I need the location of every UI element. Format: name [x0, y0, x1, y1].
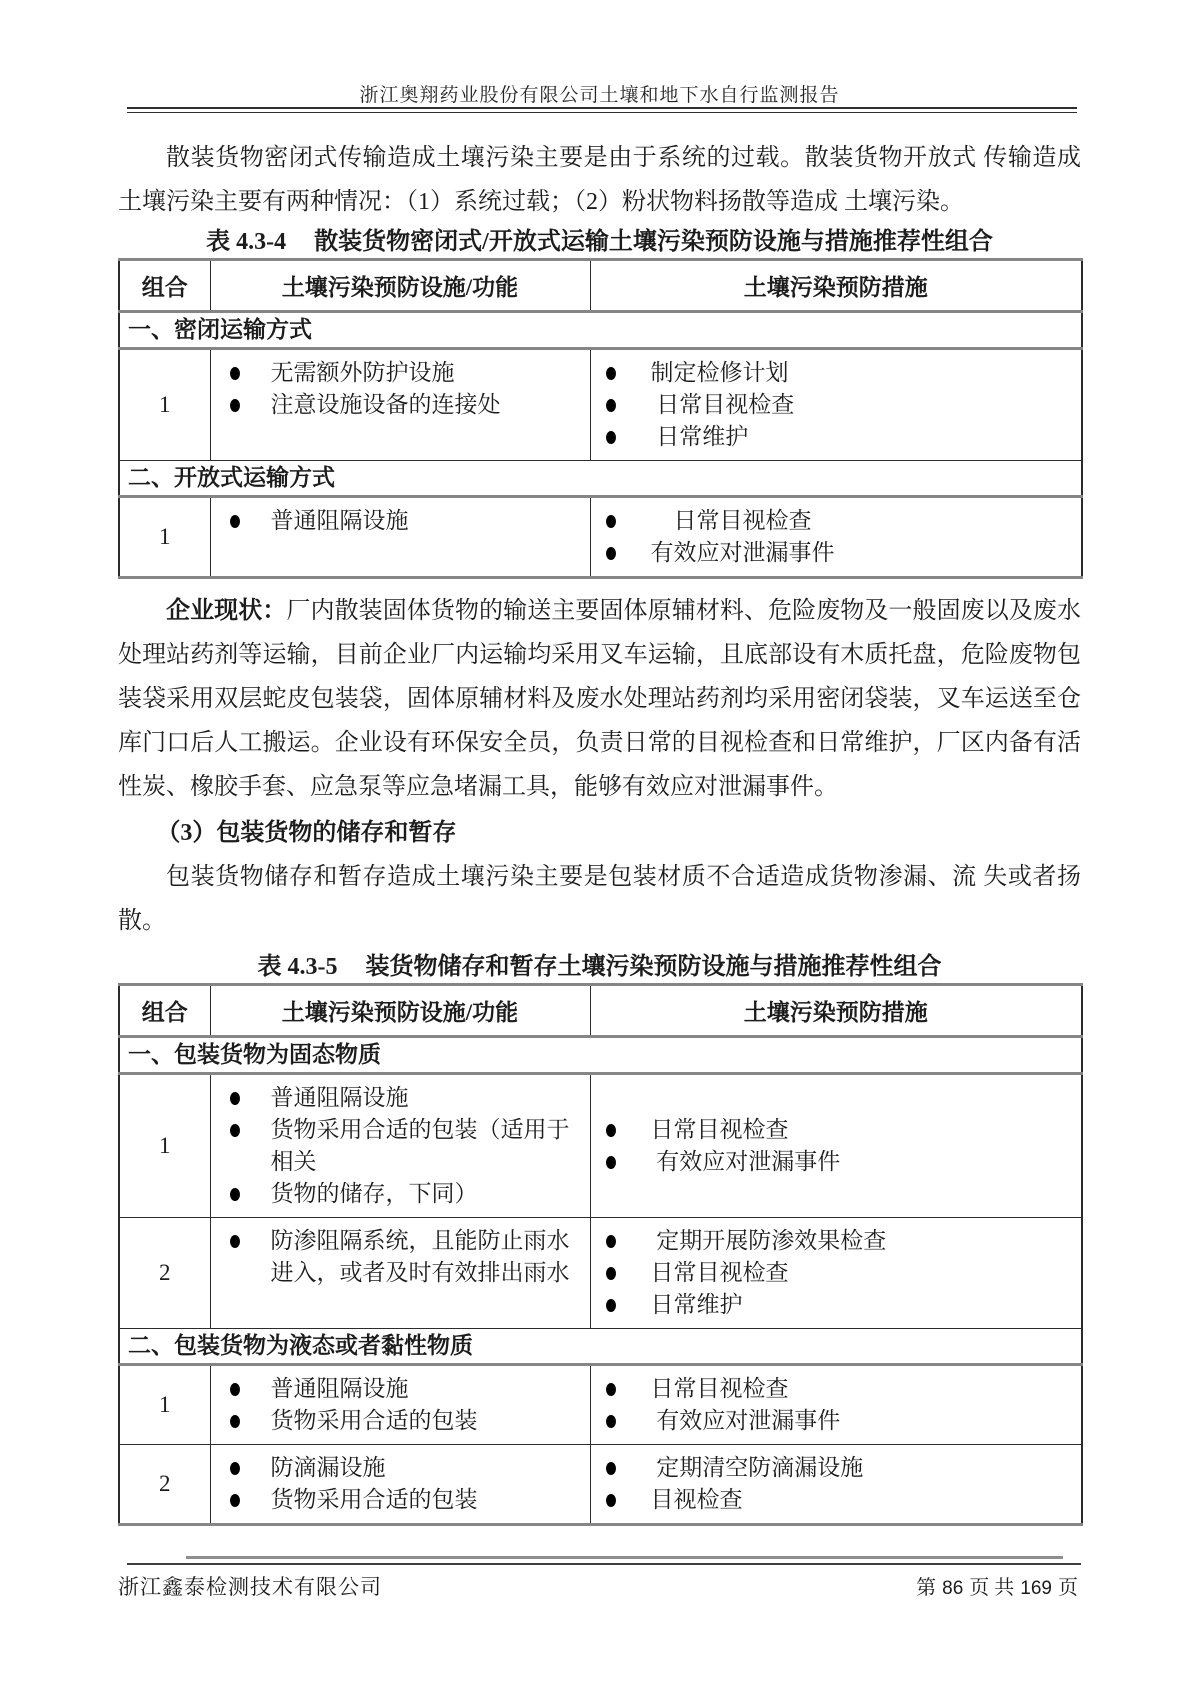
facility-cell	[210, 1365, 590, 1445]
bullet-item	[593, 1452, 1080, 1484]
bullet-item	[593, 1114, 1080, 1146]
bullet-text: 日常目视检查	[650, 508, 812, 533]
header-divider	[127, 107, 1077, 113]
section-heading: 一、包装货物为固态物质	[119, 1037, 1082, 1074]
bullet-text: 普通阻隔设施	[270, 508, 409, 533]
bullet-item	[213, 1225, 588, 1289]
measure-list	[593, 505, 1080, 569]
bullet-icon	[606, 1383, 616, 1396]
facility-list	[213, 1082, 588, 1210]
measure-cell	[590, 1445, 1082, 1525]
table-4-3-5-label: 表 4.3-5	[257, 954, 338, 980]
bullet-item	[213, 1178, 588, 1210]
bullet-text: 日常目视检查	[650, 1117, 789, 1142]
bullet-text: 日常维护	[650, 424, 749, 449]
bullet-item	[213, 357, 588, 389]
table-row	[119, 1365, 1082, 1445]
section-row	[119, 312, 1082, 349]
page-current: 86	[942, 1578, 964, 1599]
page-footer	[118, 1571, 1081, 1601]
measure-list	[593, 357, 1080, 453]
bullet-text: 日常目视检查	[650, 1260, 789, 1285]
combo-cell: 2	[119, 1445, 210, 1525]
bullet-icon	[230, 1124, 240, 1137]
bullet-text: 目视检查	[650, 1487, 743, 1512]
combo-cell: 2	[119, 1218, 210, 1329]
bullet-icon	[606, 1415, 616, 1428]
column-header-measure: 土壤污染预防措施	[590, 985, 1082, 1037]
bullet-item	[213, 1405, 588, 1437]
measure-list	[593, 1225, 1080, 1321]
combo-cell: 1	[119, 1074, 210, 1218]
bullet-item	[213, 1114, 588, 1178]
bullet-text: 日常目视检查	[650, 1376, 789, 1401]
measure-cell	[590, 1365, 1082, 1445]
bullet-text: 制定检修计划	[650, 360, 789, 385]
paragraph-enterprise-status	[118, 589, 1081, 809]
bullet-icon	[606, 1235, 616, 1248]
bullet-text: 有效应对泄漏事件	[650, 1149, 841, 1174]
bullet-icon	[606, 1156, 616, 1169]
bullet-item	[213, 1082, 588, 1114]
facility-list	[213, 1225, 588, 1289]
bullet-item	[593, 389, 1080, 421]
bullet-icon	[230, 1415, 240, 1428]
bullet-text: 货物采用合适的包装（适用于 相关	[270, 1117, 576, 1174]
bullet-icon	[230, 1188, 240, 1201]
bullet-icon	[606, 1462, 616, 1475]
section-3-heading: （3）包装货物的储存和暂存	[156, 820, 457, 846]
bullet-text: 防滴漏设施	[270, 1455, 386, 1480]
combo-cell: 1	[119, 1365, 210, 1445]
bullet-item	[593, 1225, 1080, 1257]
facility-cell	[210, 1074, 590, 1218]
measure-cell	[590, 497, 1082, 578]
table-4-3-5-caption: 装货物储存和暂存土壤污染预防设施与措施推荐性组合	[365, 954, 942, 980]
bullet-item	[593, 1289, 1080, 1321]
bullet-icon	[606, 399, 616, 412]
column-header-facility: 土壤污染预防设施/功能	[210, 260, 590, 312]
page-label: 页	[1058, 1577, 1078, 1599]
bullet-text: 防渗阻隔系统，且能防止雨水 进入，或者及时有效排出雨水	[270, 1228, 576, 1285]
facility-cell	[210, 349, 590, 461]
page-label: 页 共	[969, 1577, 1015, 1599]
bullet-item	[593, 357, 1080, 389]
table-row	[119, 349, 1082, 461]
bullet-text: 货物采用合适的包装	[270, 1408, 478, 1433]
table-row	[119, 497, 1082, 578]
bullet-icon	[606, 1267, 616, 1280]
bullet-icon	[230, 367, 240, 380]
bullet-text: 注意设施设备的连接处	[270, 392, 501, 417]
column-header-combo: 组合	[119, 260, 210, 312]
paragraph-bulk-transport: 散装货物密闭式传输造成土壤污染主要是由于系统的过载。散装货物开放式 传输造成土壤污染主要有两种情况：（1）系统过载；（2）粉状物料扬散等造成 土壤污染。	[118, 145, 1081, 215]
enterprise-status-text: 厂内散装固体货物的输送主要固体原辅材料、危险废物及一般固废以及废水处理站药剂等运输，目前企业厂内运输均采用叉车运输，且底部设有木质托盘，危险废物包装袋采用双层蛇皮包装袋，固体原辅材料及废水处理站药剂均采用密闭袋装，叉车运送至仓库门口后人工搬运。企业设有环保安全员，负责日常的目视检查和日常维护，厂区内备有活性炭、橡胶手套、应急泵等应急堵漏工具，能够有效应对泄漏事件。	[118, 598, 1081, 800]
bullet-icon	[230, 1092, 240, 1105]
page-total: 169	[1020, 1578, 1052, 1599]
facility-cell	[210, 1445, 590, 1525]
footer-page-number	[913, 1571, 1081, 1600]
combo-cell: 1	[119, 349, 210, 461]
facility-cell	[210, 497, 590, 578]
column-header-combo: 组合	[119, 985, 210, 1037]
enterprise-status-label: 企业现状：	[166, 598, 287, 624]
section-row	[119, 461, 1082, 497]
bullet-icon	[606, 1299, 616, 1312]
bullet-item	[213, 505, 588, 537]
facility-cell	[210, 1218, 590, 1329]
section-row	[119, 1037, 1082, 1074]
bullet-text: 普通阻隔设施	[270, 1085, 409, 1110]
table-row	[119, 1074, 1082, 1218]
bullet-text: 定期清空防滴漏设施	[650, 1455, 864, 1480]
measure-cell	[590, 1218, 1082, 1329]
bullet-item	[593, 1484, 1080, 1516]
section-heading: 二、开放式运输方式	[119, 461, 1082, 497]
facility-list	[213, 505, 588, 537]
page-label: 第	[916, 1577, 937, 1599]
table-4-3-4-label: 表 4.3-4	[206, 229, 287, 255]
bullet-icon	[606, 431, 616, 444]
section-row	[119, 1329, 1082, 1365]
table-header-row	[119, 985, 1082, 1037]
measure-cell	[590, 349, 1082, 461]
bullet-icon	[230, 399, 240, 412]
bullet-icon	[606, 367, 616, 380]
footer-divider-top	[186, 1556, 1063, 1559]
bullet-icon	[230, 1494, 240, 1507]
bullet-icon	[230, 1235, 240, 1248]
bullet-icon	[606, 1494, 616, 1507]
bullet-item	[213, 1484, 588, 1516]
bullet-text: 有效应对泄漏事件	[650, 540, 835, 565]
column-header-facility: 土壤污染预防设施/功能	[210, 985, 590, 1037]
footer-company-name: 浙江鑫泰检测技术有限公司	[118, 1575, 382, 1599]
bullet-icon	[606, 515, 616, 528]
bullet-icon	[230, 515, 240, 528]
facility-list	[213, 357, 588, 421]
measure-cell	[590, 1074, 1082, 1218]
bullet-item	[213, 389, 588, 421]
bullet-text: 有效应对泄漏事件	[650, 1408, 841, 1433]
measure-list	[593, 1452, 1080, 1516]
table-row	[119, 1218, 1082, 1329]
bullet-item	[593, 537, 1080, 569]
bullet-icon	[606, 547, 616, 560]
bullet-item	[593, 1373, 1080, 1405]
table-4-3-4-caption: 散装货物密闭式/开放式运输土壤污染预防设施与措施推荐性组合	[314, 229, 993, 255]
facility-list	[213, 1373, 588, 1437]
bullet-text: 日常维护	[650, 1292, 743, 1317]
bullet-icon	[606, 1124, 616, 1137]
bullet-icon	[230, 1462, 240, 1475]
bullet-text: 日常目视检查	[650, 392, 795, 417]
bullet-item	[593, 1257, 1080, 1289]
measure-list	[593, 1114, 1080, 1178]
page-header-title: 浙江奥翔药业股份有限公司土壤和地下水自行监测报告	[359, 85, 840, 106]
section-heading: 二、包装货物为液态或者黏性物质	[119, 1329, 1082, 1365]
bullet-icon	[230, 1383, 240, 1396]
bullet-text: 普通阻隔设施	[270, 1376, 409, 1401]
bullet-text: 无需额外防护设施	[270, 360, 455, 385]
table-4-3-4-title	[118, 227, 1081, 257]
bullet-text: 货物采用合适的包装	[270, 1487, 478, 1512]
table-4-3-5-title	[118, 952, 1081, 982]
combo-cell: 1	[119, 497, 210, 578]
bullet-item	[593, 505, 1080, 537]
bullet-item	[213, 1373, 588, 1405]
column-header-measure: 土壤污染预防措施	[590, 260, 1082, 312]
table-4-3-4	[118, 258, 1083, 579]
bullet-item	[593, 1405, 1080, 1437]
footer-divider-bottom	[127, 1563, 1081, 1565]
paragraph-packaged-goods: 包装货物储存和暂存造成土壤污染主要是包装材质不合适造成货物渗漏、流 失或者扬散。	[118, 864, 1081, 934]
bullet-text: 定期开展防渗效果检查	[650, 1228, 887, 1253]
bullet-text: 货物的储存，下同）	[270, 1181, 478, 1206]
bullet-item	[593, 1146, 1080, 1178]
section-heading: 一、密闭运输方式	[119, 312, 1082, 349]
bullet-item	[213, 1452, 588, 1484]
facility-list	[213, 1452, 588, 1516]
measure-list	[593, 1373, 1080, 1437]
page-content	[118, 136, 1081, 1528]
bullet-item	[593, 421, 1080, 453]
table-4-3-5	[118, 983, 1083, 1526]
table-row	[119, 1445, 1082, 1525]
table-header-row	[119, 260, 1082, 312]
